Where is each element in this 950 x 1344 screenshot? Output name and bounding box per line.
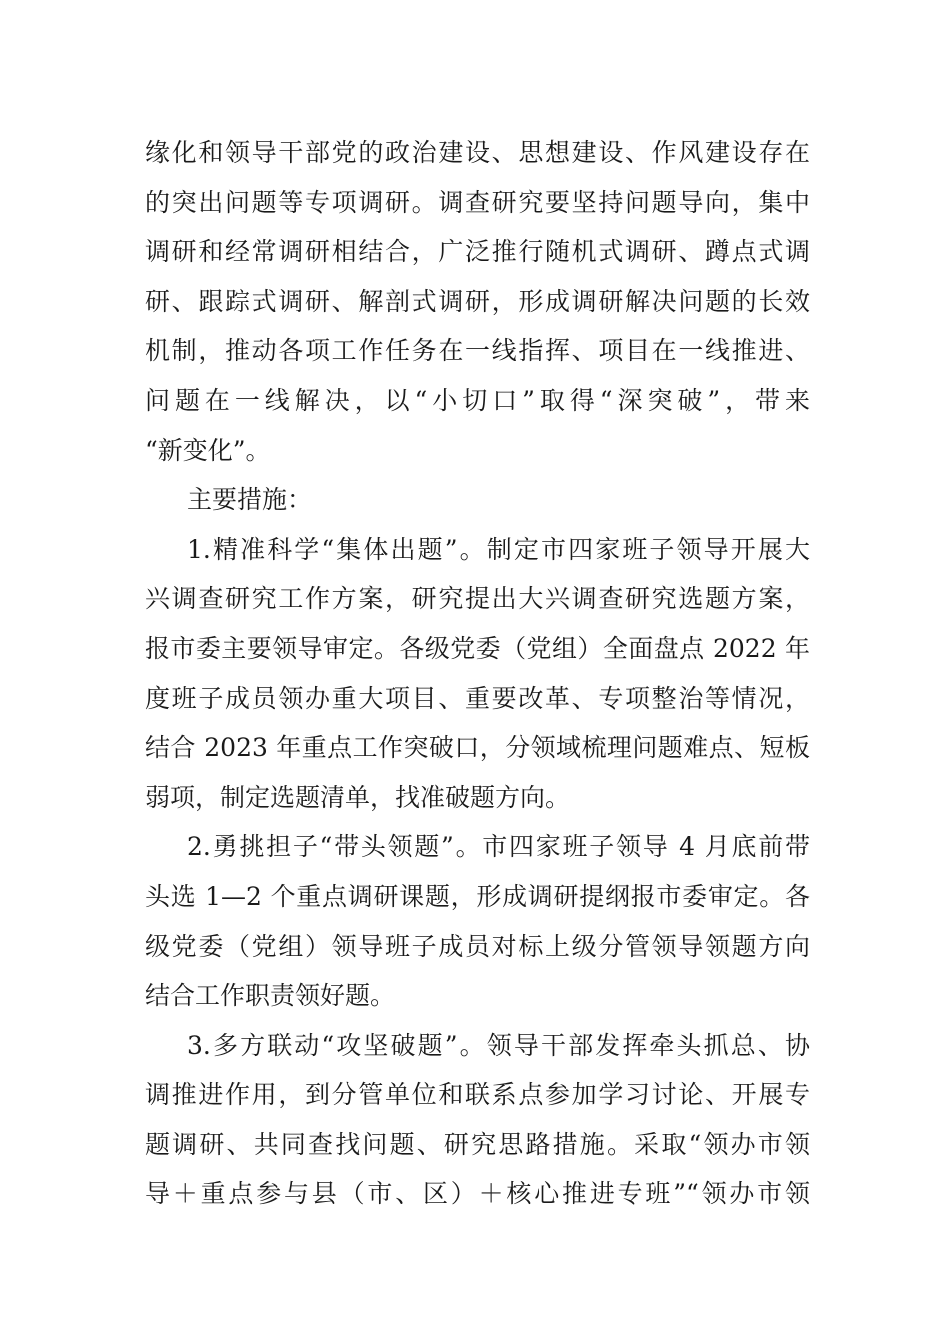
text-line: 弱项，制定选题清单，找准破题方向。: [145, 782, 571, 812]
document-body: [145, 128, 810, 1219]
text-line: 问题在一线解决，以“小切口”取得“深突破”，带来: [145, 385, 810, 415]
paragraph-intro-continued: [145, 128, 810, 475]
text-line: 调研和经常调研相结合，广泛推行随机式调研、蹲点式调: [145, 237, 810, 267]
text-line: 1.精准科学“集体出题”。制定市四家班子领导开展大: [187, 534, 810, 564]
text-line: 结合 2023 年重点工作突破口，分领域梳理问题难点、短板: [145, 733, 810, 763]
section-heading-main-measures: [145, 475, 810, 525]
text-line: 级党委（党组）领导班子成员对标上级分管领导领题方向: [145, 931, 810, 961]
text-line: 题调研、共同查找问题、研究思路措施。采取“领办市领: [145, 1129, 810, 1159]
text-line: 调推进作用，到分管单位和联系点参加学习讨论、开展专: [145, 1080, 810, 1110]
text-line: 兴调查研究工作方案，研究提出大兴调查研究选题方案，: [145, 584, 810, 614]
text-line: 机制，推动各项工作任务在一线指挥、项目在一线推进、: [145, 336, 810, 366]
paragraph-measure-3: [145, 1021, 810, 1219]
paragraph-measure-1: [145, 525, 810, 823]
text-line: 2.勇挑担子“带头领题”。市四家班子领导 4 月底前带: [187, 832, 810, 862]
text-line: 研、跟踪式调研、解剖式调研，形成调研解决问题的长效: [145, 286, 810, 316]
paragraph-measure-2: [145, 822, 810, 1020]
text-line: 结合工作职责领好题。: [145, 981, 396, 1011]
text-line: 的突出问题等专项调研。调查研究要坚持问题导向，集中: [145, 187, 810, 217]
text-line: 头选 1—2 个重点调研课题，形成调研提纲报市委审定。各: [145, 881, 810, 911]
heading-line: 主要措施：: [187, 485, 313, 515]
text-line: 缘化和领导干部党的政治建设、思想建设、作风建设存在: [145, 138, 810, 167]
text-line: 度班子成员领办重大项目、重要改革、专项整治等情况，: [145, 683, 810, 713]
text-line: 报市委主要领导审定。各级党委（党组）全面盘点 2022 年: [145, 633, 810, 663]
text-line: “新变化”。: [145, 435, 271, 465]
text-line: 3.多方联动“攻坚破题”。领导干部发挥牵头抓总、协: [187, 1030, 810, 1060]
text-line: 导＋重点参与县（市、区）＋核心推进专班”“领办市领: [145, 1179, 810, 1209]
